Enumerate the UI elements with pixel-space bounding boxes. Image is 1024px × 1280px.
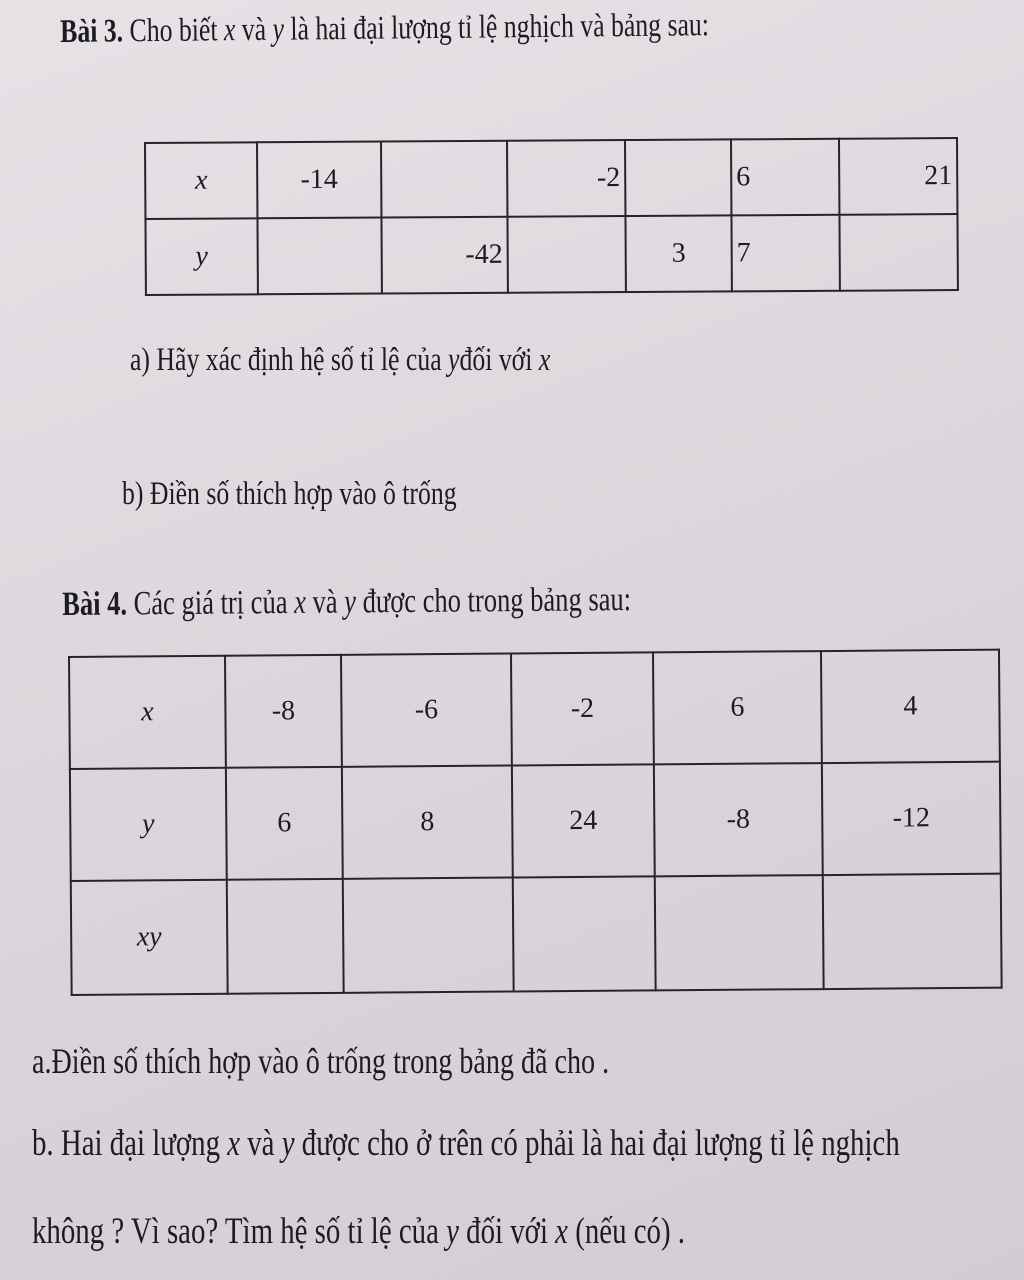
bai4-cell-x-1: -8 bbox=[225, 655, 342, 768]
bai4-cell-y-3: 24 bbox=[512, 764, 655, 877]
bai3-part-b-text: b) Điền số thích hợp vào ô trống bbox=[122, 476, 457, 512]
bai3-part-a-text: a) Hãy xác định hệ số tỉ lệ của bbox=[130, 342, 449, 378]
bai3-heading-and: và bbox=[235, 11, 273, 49]
bai3-cell-y-3 bbox=[507, 216, 625, 293]
bai4-cell-xy-2 bbox=[343, 878, 514, 993]
bai4-part-c-post: (nếu có) . bbox=[568, 1211, 686, 1252]
bai3-table-row-x bbox=[145, 138, 957, 219]
bai4-table-row-y bbox=[70, 762, 1001, 881]
bai4-table bbox=[68, 649, 1003, 996]
bai3-cell-x-3: -2 bbox=[507, 140, 625, 217]
bai3-cell-x-5: 6 bbox=[731, 139, 839, 216]
bai3-cell-y-6 bbox=[839, 214, 957, 291]
bai3-cell-y-4: 3 bbox=[625, 215, 731, 292]
bai4-cell-x-5: 4 bbox=[821, 650, 1000, 763]
bai3-part-a bbox=[130, 342, 669, 379]
bai3-cell-y-5: 7 bbox=[731, 215, 839, 292]
bai4-cell-x-2: -6 bbox=[341, 654, 512, 767]
bai4-part-b bbox=[32, 1122, 1024, 1165]
bai4-cell-y-4: -8 bbox=[654, 763, 823, 876]
bai4-part-c-var-y: y bbox=[446, 1211, 459, 1252]
bai4-cell-xy-5 bbox=[823, 874, 1002, 989]
bai4-part-c-var-x: x bbox=[555, 1211, 569, 1252]
bai4-cell-y-5: -12 bbox=[822, 762, 1001, 875]
bai3-heading-var-y: y bbox=[272, 11, 285, 48]
bai3-cell-x-1: -14 bbox=[257, 142, 381, 219]
bai4-cell-y-header: y bbox=[70, 768, 227, 881]
bai4-cell-x-4: 6 bbox=[653, 651, 822, 764]
bai4-part-b-and: và bbox=[240, 1123, 282, 1164]
bai3-heading-text-2: là hai đại lượng tỉ lệ nghịch và bảng sau: bbox=[283, 7, 710, 48]
bai4-cell-xy-3 bbox=[513, 876, 656, 991]
bai4-heading-var-y: y bbox=[344, 583, 357, 621]
bai4-heading bbox=[62, 580, 792, 624]
bai3-label: Bài 3. bbox=[60, 13, 124, 50]
bai4-heading-text-1: Các giá trị của bbox=[126, 583, 295, 623]
bai3-cell-y-2: -42 bbox=[381, 217, 507, 294]
bai4-cell-xy-4 bbox=[655, 875, 824, 990]
bai3-table-row-y bbox=[145, 214, 957, 295]
bai4-part-b-var-y: y bbox=[281, 1123, 295, 1164]
bai4-table-row-xy bbox=[71, 874, 1002, 995]
bai3-cell-y-header: y bbox=[145, 218, 257, 295]
bai4-table-row-x bbox=[69, 650, 1000, 769]
bai3-table bbox=[144, 137, 959, 296]
bai3-heading bbox=[60, 5, 892, 51]
bai3-cell-x-6: 21 bbox=[839, 138, 957, 215]
bai4-part-b-text: b. Hai đại lượng bbox=[32, 1123, 228, 1164]
bai4-part-b-post: được cho ở trên có phải là hai đại lượng tỉ lệ nghịch bbox=[294, 1123, 900, 1164]
bai4-part-c-text: không ? Vì sao? Tìm hệ số tỉ lệ của bbox=[32, 1211, 447, 1252]
bai3-part-a-var-y: y bbox=[448, 342, 460, 378]
bai4-cell-y-2: 8 bbox=[342, 766, 513, 879]
bai4-cell-y-1: 6 bbox=[226, 767, 343, 880]
bai4-cell-x-header: x bbox=[69, 656, 226, 769]
bai4-cell-xy-1 bbox=[227, 879, 344, 994]
bai3-part-b bbox=[122, 476, 551, 513]
bai4-part-b-continued bbox=[32, 1210, 869, 1253]
bai4-label: Bài 4. bbox=[62, 585, 128, 623]
bai4-part-b-var-x: x bbox=[227, 1123, 241, 1164]
bai3-part-a-mid: đối với bbox=[459, 342, 539, 378]
bai4-cell-xy-header: xy bbox=[71, 880, 228, 995]
bai3-cell-x-header: x bbox=[145, 142, 257, 219]
bai4-part-c-mid: đối với bbox=[458, 1211, 556, 1252]
bai3-part-a-var-x: x bbox=[538, 342, 551, 378]
bai4-heading-var-x: x bbox=[293, 583, 307, 621]
bai4-heading-text-2: được cho trong bảng sau: bbox=[355, 581, 632, 621]
bai3-heading-text-1: Cho biết bbox=[122, 12, 225, 50]
bai3-heading-var-x: x bbox=[223, 12, 236, 49]
bai3-cell-y-1 bbox=[257, 218, 381, 295]
bai4-cell-x-3: -2 bbox=[511, 652, 654, 765]
bai4-part-a bbox=[32, 1040, 772, 1082]
bai3-cell-x-2 bbox=[381, 141, 507, 218]
bai3-cell-x-4 bbox=[625, 139, 731, 216]
bai4-heading-and: và bbox=[305, 583, 345, 621]
bai4-part-a-text: a.Điền số thích hợp vào ô trống trong bảng đã cho . bbox=[32, 1041, 610, 1081]
